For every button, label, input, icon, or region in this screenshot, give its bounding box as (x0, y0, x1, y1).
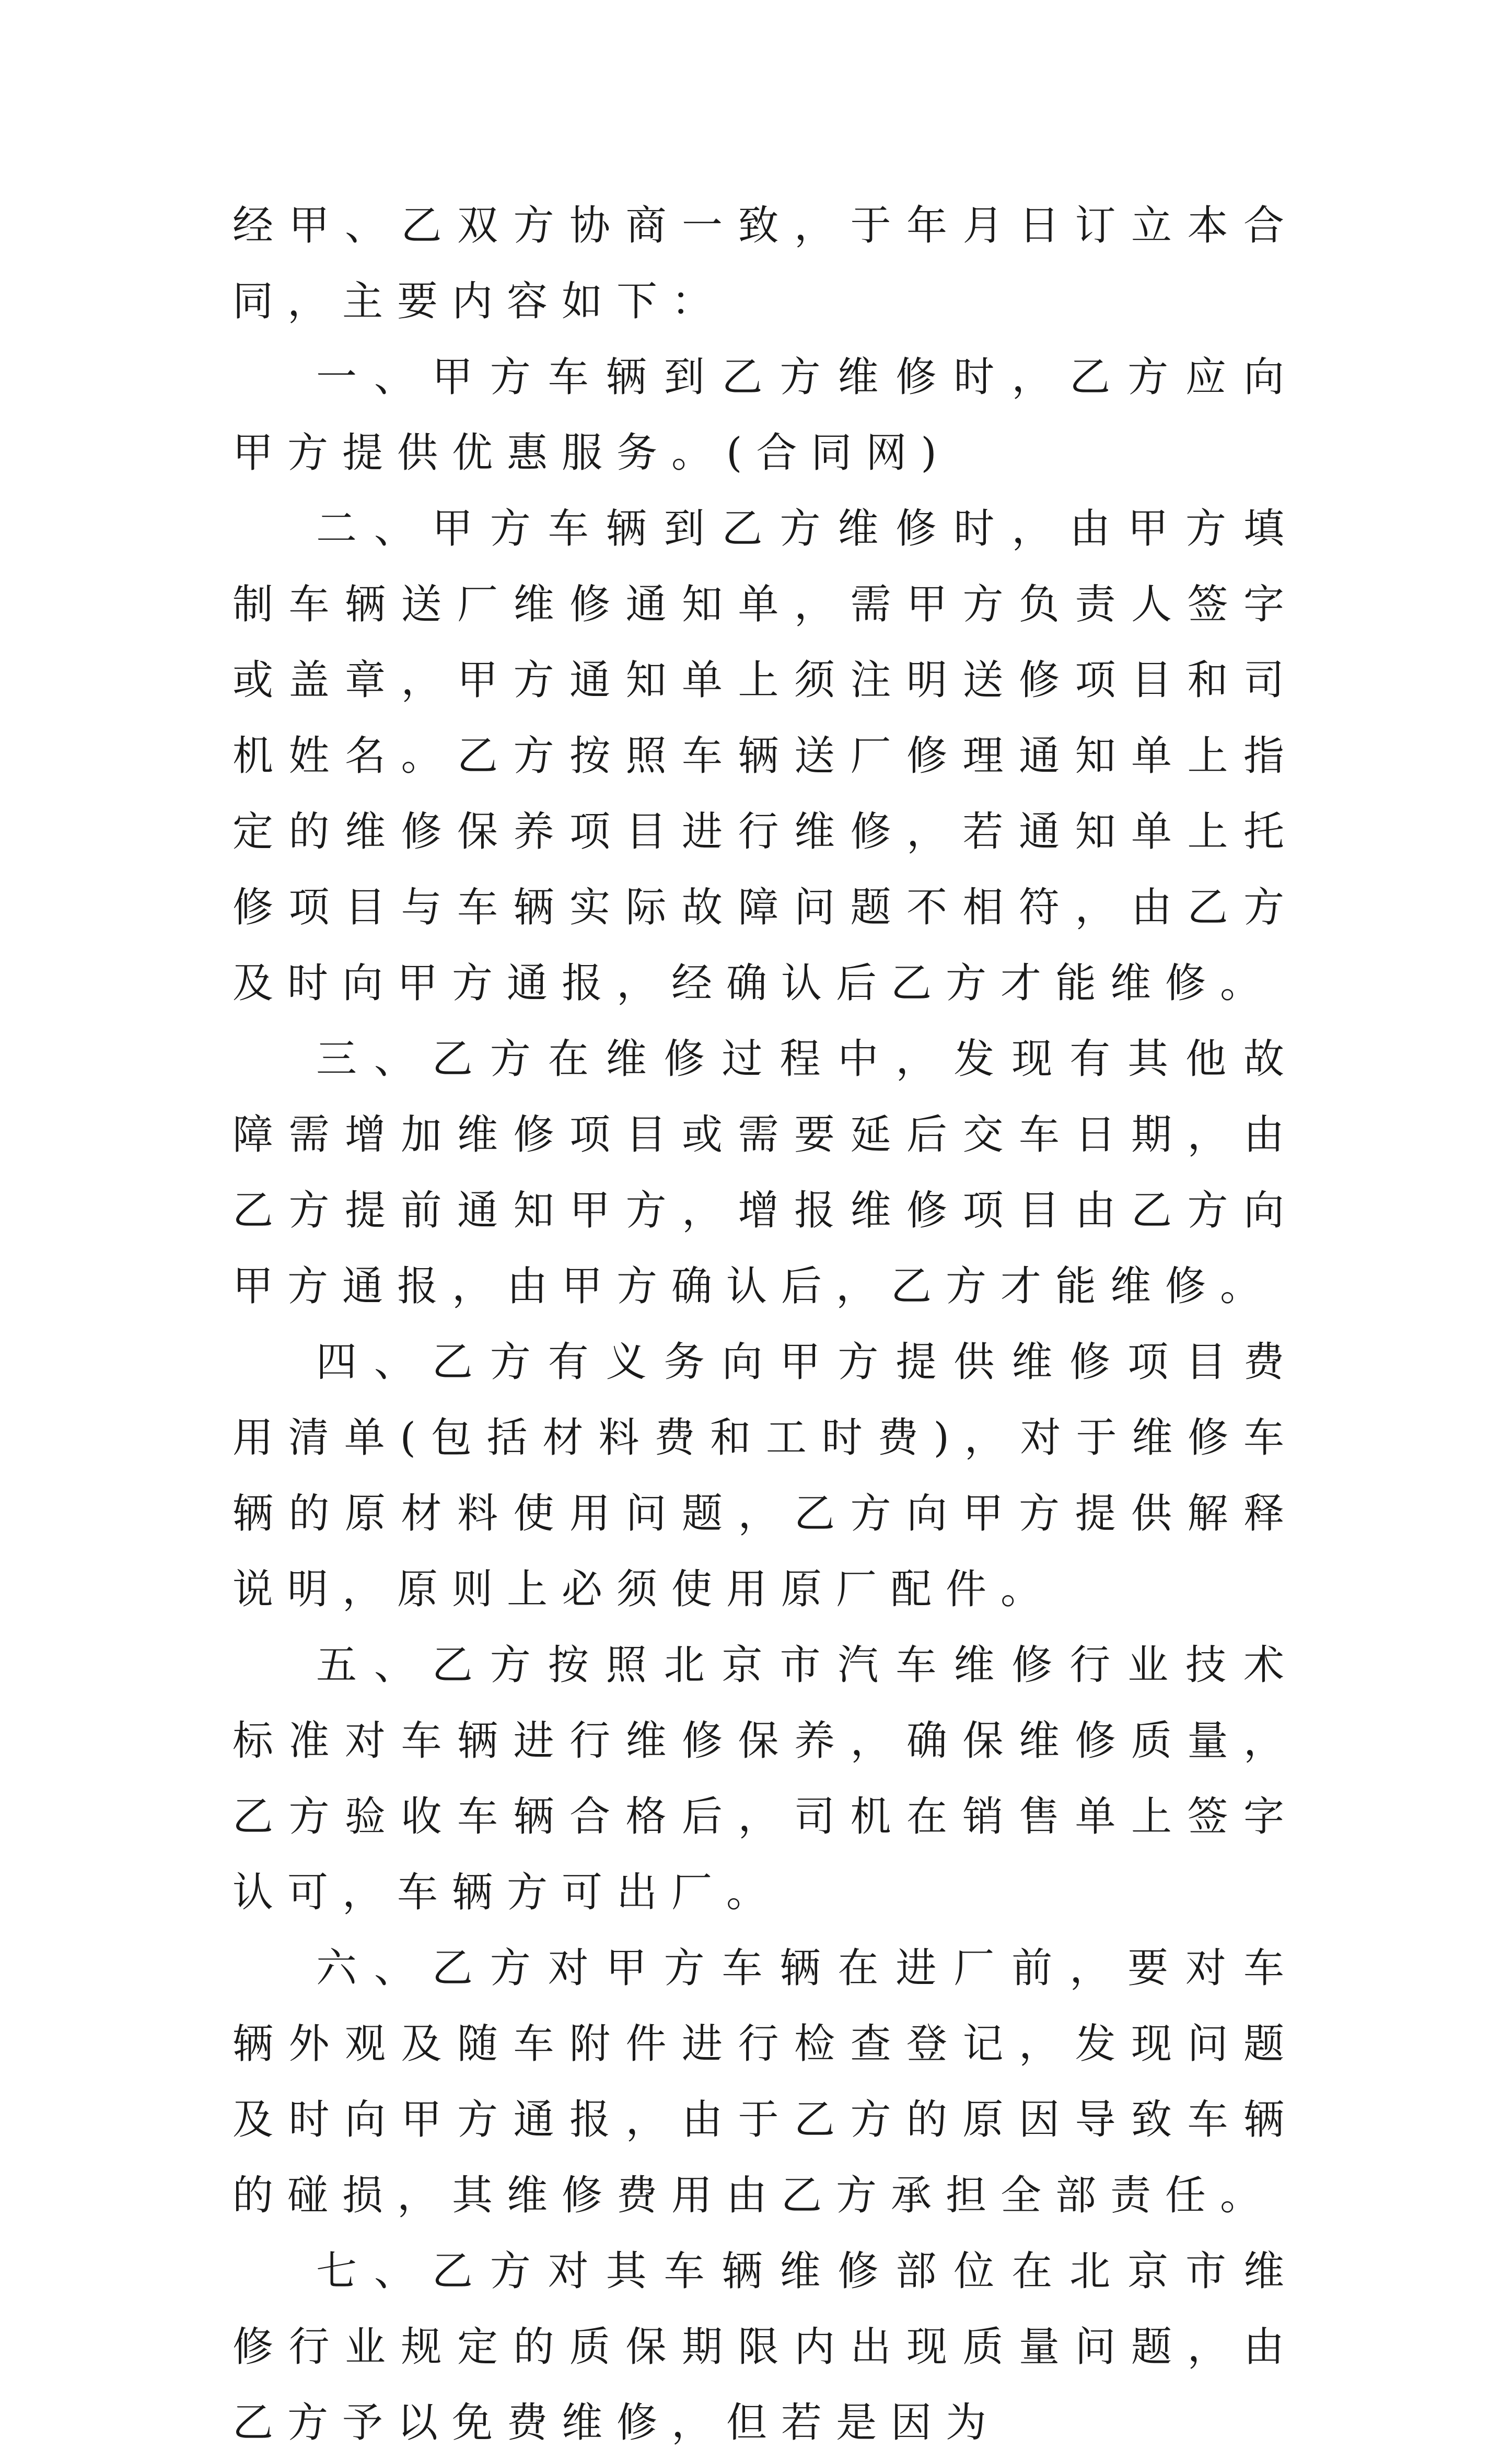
paragraph-clause-7: 七、乙方对其车辆维修部位在北京市维修行业规定的质保期限内出现质量问题，由乙方予以免费维修，但若是因为 (232, 2248, 1298, 2446)
paragraph-clause-2: 二、甲方车辆到乙方维修时，由甲方填制车辆送厂维修通知单，需甲方负责人签字或盖章，甲方通知单上须注明送修项目和司机姓名。乙方按照车辆送厂修理通知单上指定的维修保养项目进行维修，若通知单上托修项目与车辆实际故障问题不相符，由乙方及时向甲方通报，经确认后乙方才能维修。 (232, 505, 1298, 1007)
paragraph-clause-6: 六、乙方对甲方车辆在进厂前，要对车辆外观及随车附件进行检查登记，发现问题及时向甲方通报，由于乙方的原因导致车辆的碰损，其维修费用由乙方承担全部责任。 (232, 1945, 1298, 2219)
paragraph-clause-5: 五、乙方按照北京市汽车维修行业技术标准对车辆进行维修保养，确保维修质量，乙方验收车辆合格后，司机在销售单上签字认可，车辆方可出厂。 (232, 1642, 1298, 1916)
paragraph-clause-1: 一、甲方车辆到乙方维修时，乙方应向甲方提供优惠服务。(合同网) (232, 354, 1298, 477)
paragraph-clause-3: 三、乙方在维修过程中，发现有其他故障需增加维修项目或需要延后交车日期，由乙方提前通知甲方，增报维修项目由乙方向甲方通报，由甲方确认后，乙方才能维修。 (232, 1036, 1298, 1310)
paragraph-intro: 经甲、乙双方协商一致，于年月日订立本合同，主要内容如下： (232, 202, 1298, 325)
paragraph-clause-4: 四、乙方有义务向甲方提供维修项目费用清单(包括材料费和工时费)，对于维修车辆的原材料使用问题，乙方向甲方提供解释说明，原则上必须使用原厂配件。 (232, 1339, 1298, 1613)
document-page (232, 188, 1298, 2461)
